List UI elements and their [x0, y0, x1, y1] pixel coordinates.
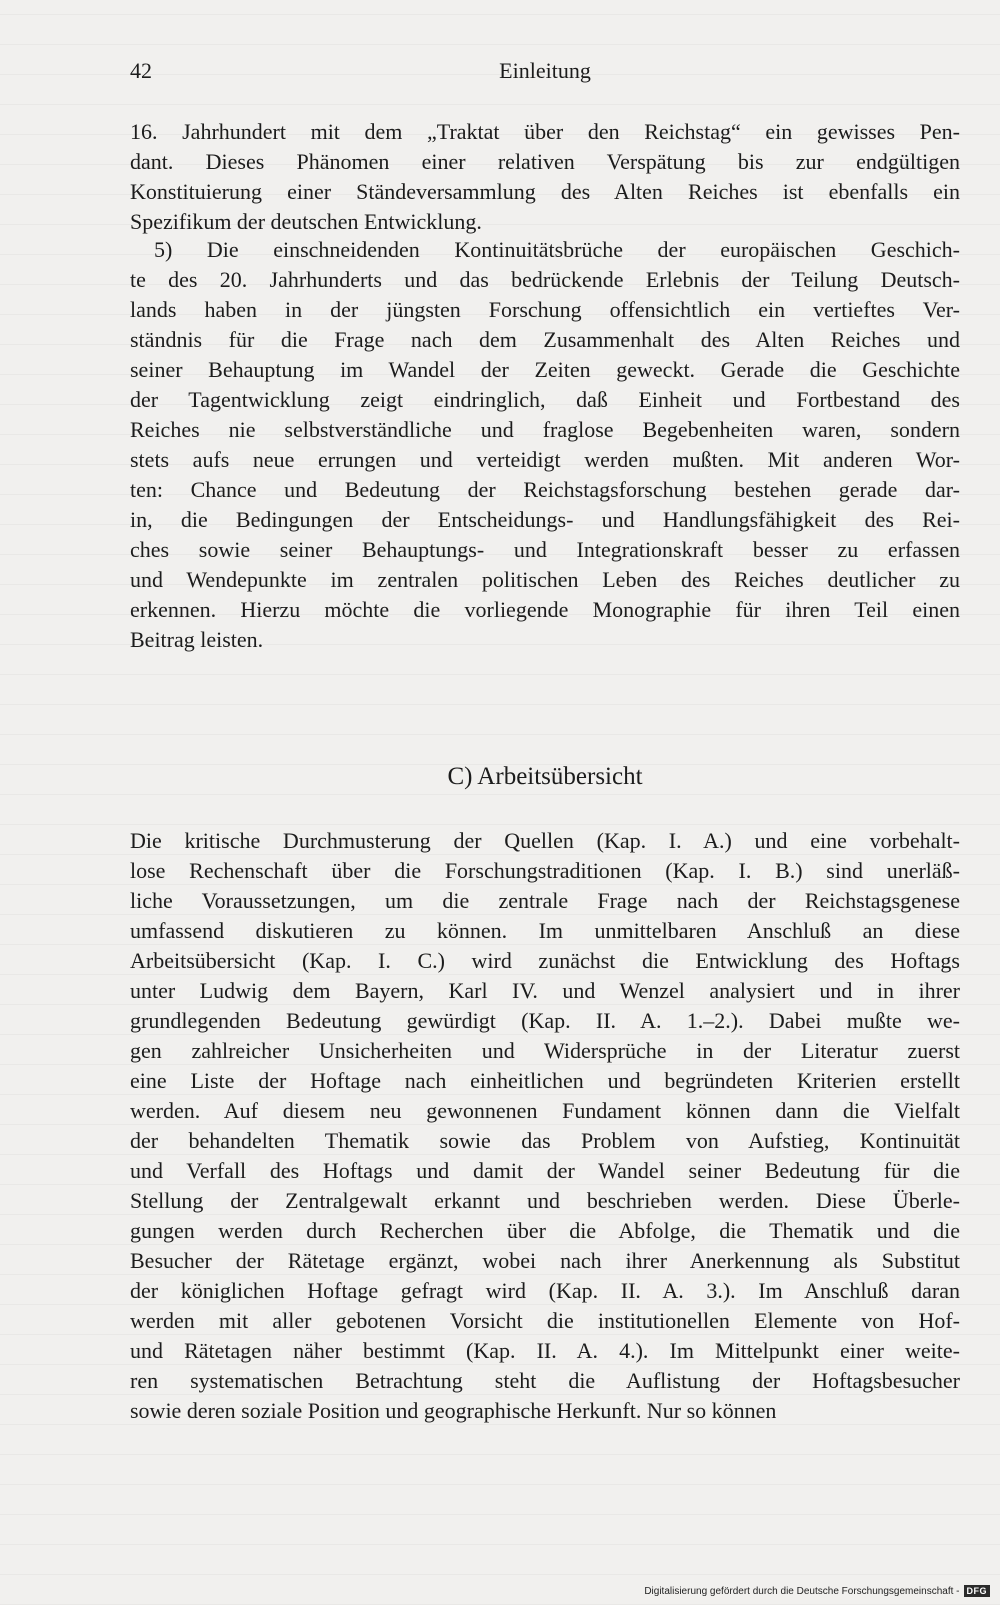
text-line: Besucher der Rätetage ergänzt, wobei nach ihrer Anerkennung als Substitut: [130, 1248, 960, 1273]
text-line: ten: Chance und Bedeutung der Reichstagsforschung bestehen gerade dar-: [130, 477, 960, 502]
paragraph-arbeitsuebersicht: [130, 826, 960, 1426]
text-line: 16. Jahrhundert mit dem „Traktat über den Reichstag“ ein gewisses Pen-: [130, 119, 960, 144]
running-title: Einleitung: [499, 58, 591, 83]
text-line: liche Voraussetzungen, um die zentrale Frage nach der Reichstagsgenese: [130, 888, 960, 913]
footer-text: Digitalisierung gefördert durch die Deutsche Forschungsgemeinschaft -: [644, 1585, 960, 1597]
text-line: seiner Behauptung im Wandel der Zeiten geweckt. Gerade die Geschichte: [130, 357, 960, 382]
text-line: te des 20. Jahrhunderts und das bedrückende Erlebnis der Teilung Deutsch-: [130, 267, 960, 292]
text-line: sowie deren soziale Position und geographische Herkunft. Nur so können: [130, 1398, 777, 1423]
text-line: gungen werden durch Recherchen über die Abfolge, die Thematik und die: [130, 1218, 960, 1243]
text-line: der Tagentwicklung zeigt eindringlich, daß Einheit und Fortbestand des: [130, 387, 960, 412]
text-line: ständnis für die Frage nach dem Zusammenhalt des Alten Reiches und: [130, 327, 960, 352]
text-line: und Verfall des Hoftags und damit der Wandel seiner Bedeutung für die: [130, 1158, 960, 1183]
text-line: lands haben in der jüngsten Forschung offensichtlich ein vertieftes Ver-: [130, 297, 960, 322]
text-line: eine Liste der Hoftage nach einheitlichen und begründeten Kriterien erstellt: [130, 1068, 960, 1093]
text-line: in, die Bedingungen der Entscheidungs- und Handlungsfähigkeit des Rei-: [130, 507, 960, 532]
text-line: Arbeitsübersicht (Kap. I. C.) wird zunächst die Entwicklung des Hoftags: [130, 948, 960, 973]
text-line: Die kritische Durchmusterung der Quellen (Kap. I. A.) und eine vorbehalt-: [130, 828, 960, 853]
text-line: lose Rechenschaft über die Forschungstraditionen (Kap. I. B.) sind unerläß-: [130, 858, 960, 883]
text-line: Beitrag leisten.: [130, 627, 264, 652]
page-number: 42: [130, 58, 152, 83]
text-line: werden mit aller gebotenen Vorsicht die institutionellen Elemente von Hof-: [130, 1308, 960, 1333]
text-line: ches sowie seiner Behauptungs- und Integrationskraft besser zu erfassen: [130, 537, 960, 562]
text-line: der behandelten Thematik sowie das Problem von Aufstieg, Kontinuität: [130, 1128, 960, 1153]
text-line: ren systematischen Betrachtung steht die Auflistung der Hoftagsbesucher: [130, 1368, 960, 1393]
text-line: Spezifikum der deutschen Entwicklung.: [130, 209, 482, 234]
dfg-logo: DFG: [964, 1585, 991, 1597]
text-line: umfassend diskutieren zu können. Im unmittelbaren Anschluß an diese: [130, 918, 960, 943]
footer-credit: [644, 1585, 990, 1597]
text-line: Stellung der Zentralgewalt erkannt und beschrieben werden. Diese Überle-: [130, 1188, 960, 1213]
text-line: dant. Dieses Phänomen einer relativen Verspätung bis zur endgültigen: [130, 149, 960, 174]
text-line: gen zahlreicher Unsicherheiten und Widersprüche in der Literatur zuerst: [130, 1038, 960, 1063]
text-line: unter Ludwig dem Bayern, Karl IV. und Wenzel analysiert und in ihrer: [130, 978, 960, 1003]
text-line: Konstituierung einer Ständeversammlung des Alten Reiches ist ebenfalls ein: [130, 179, 960, 204]
text-line: und Rätetagen näher bestimmt (Kap. II. A. 4.). Im Mittelpunkt einer weite-: [130, 1338, 960, 1363]
text-line: werden. Auf diesem neu gewonnenen Fundament können dann die Vielfalt: [130, 1098, 960, 1123]
paragraph-continuation: [130, 117, 960, 237]
text-line: Reiches nie selbstverständliche und fraglose Begebenheiten waren, sondern: [130, 417, 960, 442]
text-line: grundlegenden Bedeutung gewürdigt (Kap. II. A. 1.–2.). Dabei mußte we-: [130, 1008, 960, 1033]
section-heading: C) Arbeitsübersicht: [447, 763, 643, 790]
text-line: der königlichen Hoftage gefragt wird (Kap. II. A. 3.). Im Anschluß daran: [130, 1278, 960, 1303]
text-line: stets aufs neue errungen und verteidigt werden mußten. Mit anderen Wor-: [130, 447, 960, 472]
text-line: 5) Die einschneidenden Kontinuitätsbrüche der europäischen Geschich-: [154, 237, 960, 262]
text-line: und Wendepunkte im zentralen politischen Leben des Reiches deutlicher zu: [130, 567, 960, 592]
text-line: erkennen. Hierzu möchte die vorliegende Monographie für ihren Teil einen: [130, 597, 960, 622]
paragraph-point-5: [130, 235, 960, 655]
page-header: [130, 58, 960, 90]
